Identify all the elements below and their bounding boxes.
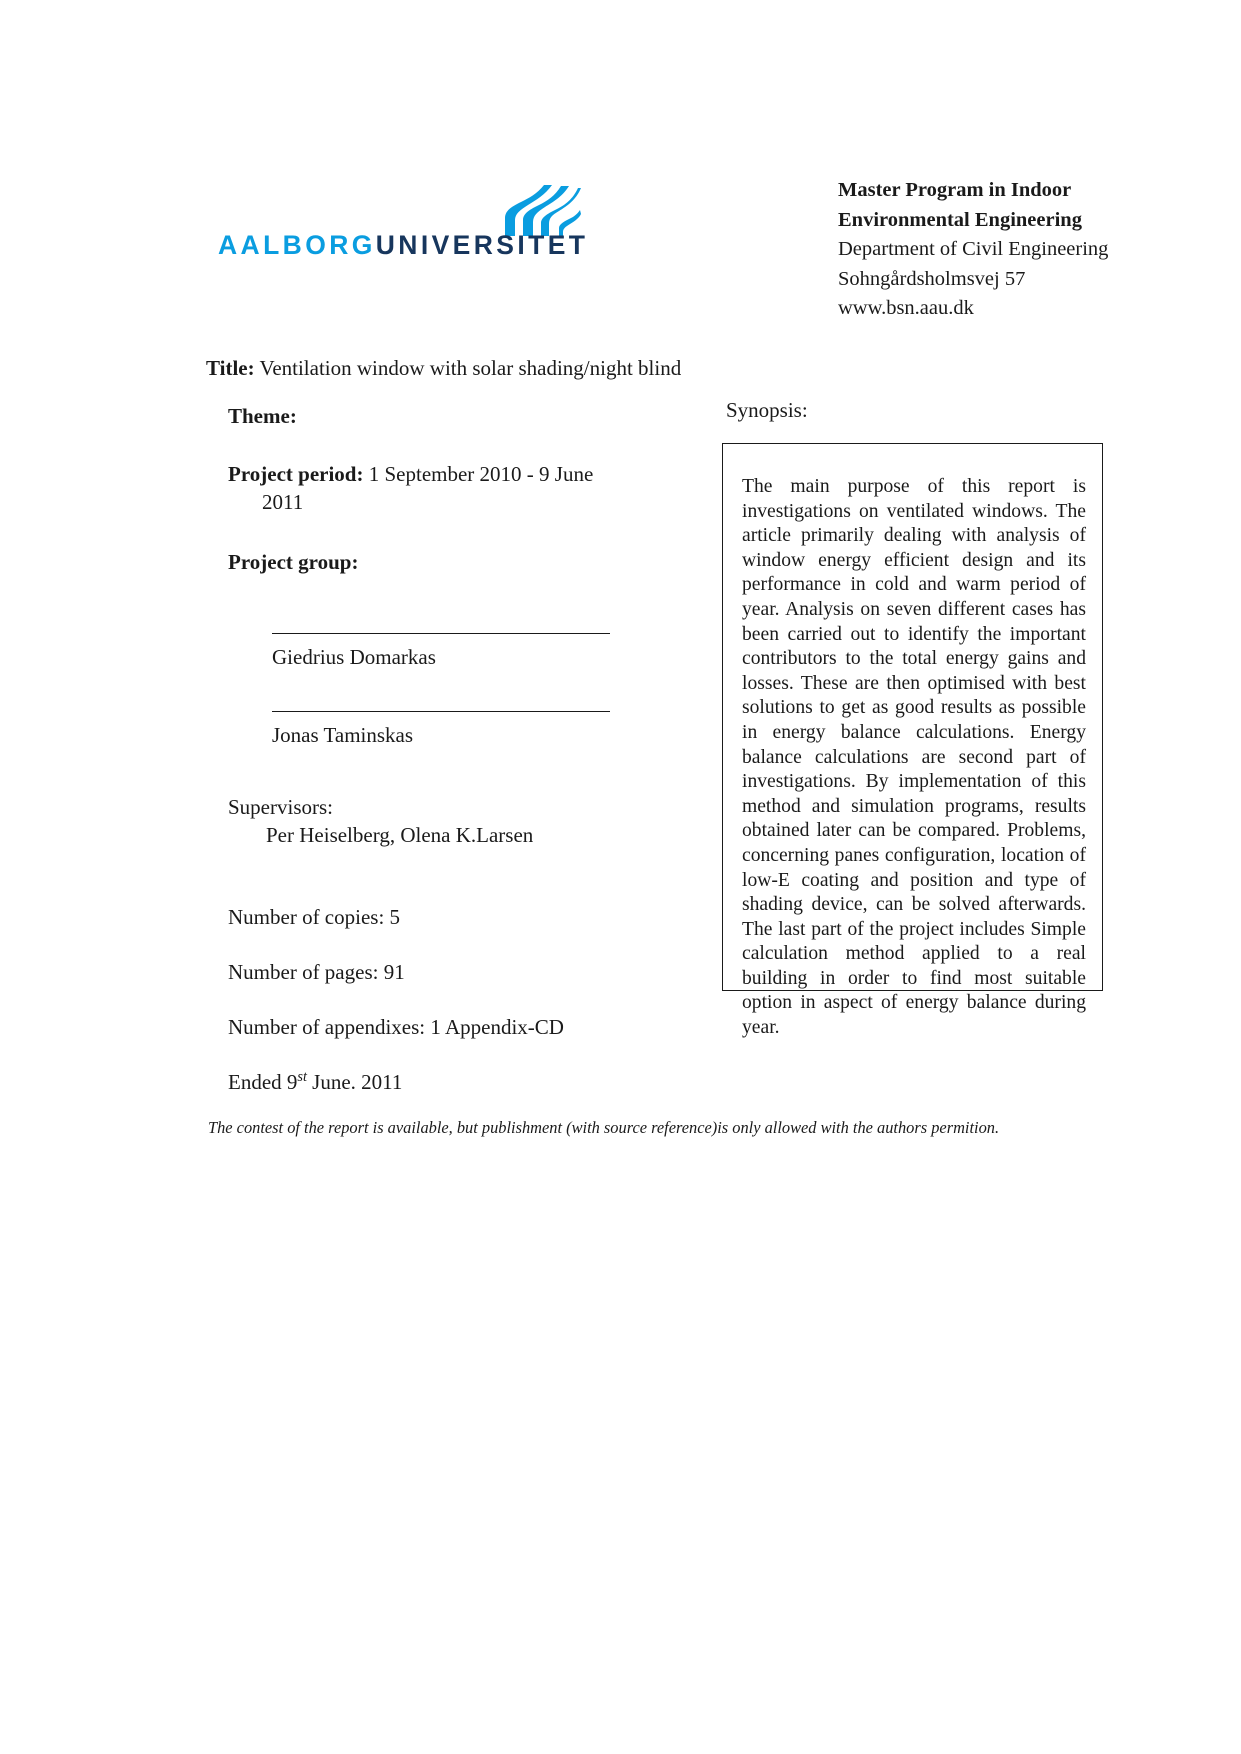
- ended-date-prefix: Ended 9: [228, 1070, 298, 1095]
- department-address-block: [838, 176, 1168, 324]
- project-group-label: Project group:: [228, 550, 359, 575]
- number-of-copies: Number of copies: 5: [228, 905, 401, 929]
- copyright-disclaimer: The contest of the report is available, but publishment (with source reference)is only allowed with the authors permition.: [208, 1118, 1000, 1137]
- title-value: Ventilation window with solar shading/night blind: [259, 356, 682, 380]
- number-of-appendixes: Number of appendixes: 1 Appendix-CD: [228, 1015, 564, 1040]
- program-line-1: Master Program in Indoor: [838, 179, 1072, 201]
- ended-date-suffix: June. 2011: [306, 1070, 403, 1095]
- department-website: www.bsn.aau.dk: [838, 297, 974, 319]
- title-label: Title:: [206, 356, 255, 380]
- signature-area: [228, 633, 698, 749]
- ended-date: [228, 1068, 698, 1096]
- ended-date-ordinal-suffix: st: [297, 1069, 307, 1086]
- project-group-field: [228, 548, 698, 576]
- title-field: [206, 354, 768, 382]
- report-counts: [228, 903, 698, 1097]
- member-name: Giedrius Domarkas: [272, 644, 436, 669]
- project-period-value-continued: 2011: [262, 490, 304, 515]
- signature-line: [272, 711, 610, 712]
- project-period-value: 1 September 2010 - 9 June: [368, 462, 594, 487]
- logo-text-aalborg: AALBORG: [218, 230, 376, 260]
- number-of-pages: Number of pages: 91: [228, 960, 405, 985]
- logo-wordmark: [218, 230, 588, 261]
- department-name: Department of Civil Engineering: [838, 238, 1109, 260]
- signature-line: [272, 633, 610, 634]
- aau-wave-logo-icon: [503, 184, 581, 236]
- supervisors-label: Supervisors:: [228, 794, 333, 819]
- supervisors-value: Per Heiselberg, Olena K.Larsen: [266, 822, 534, 847]
- logo-text-universitet: UNIVERSITET: [375, 230, 589, 260]
- department-address: Sohngårdsholmsvej 57: [838, 267, 1026, 290]
- member-name: Jonas Taminskas: [272, 722, 414, 747]
- theme-field: [228, 402, 698, 430]
- program-line-2: Environmental Engineering: [838, 208, 1082, 231]
- project-period-label: Project period:: [228, 462, 364, 487]
- supervisors-field: [228, 793, 698, 849]
- theme-label: Theme:: [228, 404, 297, 428]
- report-metadata-column: [206, 356, 698, 1124]
- synopsis-text: The main purpose of this report is investigations on ventilated windows. The article primarily dealing with analysis of window energy efficient design and its performance in cold and warm period of year. Analysis on seven different cases has been carried out to identify the important contributors to the total energy gains and losses. These are then optimised with best solutions to get as good results as possible in energy balance calculations. Energy balance calculations are second part of investigations. By implementation of this method and simulation programs, results obtained later can be compared. Problems, concerning panes configuration, location of low-E coating and position and type of shading device, can be solved afterwards. The last part of the project includes Simple calculation method applied to a real building in order to find most suitable option in aspect of energy balance during year.: [742, 476, 1086, 1039]
- project-period-field: [228, 460, 698, 516]
- page-header: [0, 176, 1241, 336]
- synopsis-label: Synopsis:: [726, 398, 808, 422]
